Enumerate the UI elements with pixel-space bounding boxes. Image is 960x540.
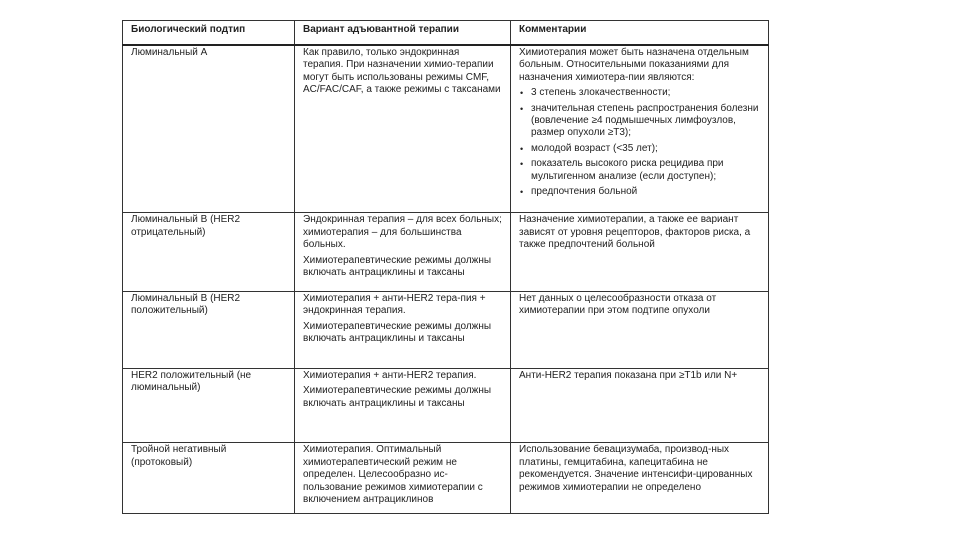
therapy-cell [295, 443, 511, 514]
list-item: • предпочтения больной [520, 186, 638, 198]
subtype-cell: Люминальный В (HER2 отрицательный) [123, 213, 295, 292]
header-subtype: Биологический подтип [123, 21, 295, 46]
subtype-cell: HER2 положительный (не люминальный) [123, 368, 295, 443]
subtype-cell: Люминальный А [123, 45, 295, 213]
table-row [123, 213, 769, 292]
therapy-cell [295, 368, 511, 443]
bullet-icon: • [520, 103, 524, 114]
comment-cell [511, 368, 769, 443]
bullet-icon: • [520, 187, 524, 198]
therapy-cell [295, 213, 511, 292]
therapy-cell [295, 292, 511, 369]
comment-cell [511, 443, 769, 514]
table-row [123, 292, 769, 369]
list-item: • 3 степень злокачественности; [520, 87, 671, 99]
comment-text: Химиотерапия может быть назначена отдельным больным. Относительными показаниями для назначения химиотера-пии являются: [519, 47, 749, 83]
table-header-row [123, 21, 769, 46]
therapy-text: Как правило, только эндокринная терапия. При назначении химио-терапии могут быть использованы режимы CMF, AC/FAC/CAF, а также режимы с таксанами [303, 47, 501, 96]
list-item: • молодой возраст (<35 лет); [520, 142, 658, 154]
comment-text: Анти-HER2 терапия показана при ≥T1b или N+ [519, 369, 738, 381]
subtype-cell: Тройной негативный (протоковый) [123, 443, 295, 514]
list-item: • значительная степень распространения болезни (вовлечение ≥4 подмышечных лимфоузлов, размер опухоли ≥T3); [520, 102, 759, 139]
therapy-text: Химиотерапевтические режимы должны включать антрациклины и таксаны [303, 385, 492, 409]
bullet-icon: • [520, 88, 524, 99]
table-row [123, 443, 769, 514]
header-comments: Комментарии [511, 21, 769, 46]
table-row [123, 368, 769, 443]
therapy-table [122, 20, 769, 514]
therapy-text: Химиотерапия + анти-HER2 терапия. [303, 369, 477, 381]
comment-text: Назначение химиотерапии, а также ее вариант зависят от уровня рецепторов, факторов риска, а также предпочтений больной [519, 214, 751, 251]
comment-bullet-list [519, 87, 760, 198]
comment-cell [511, 292, 769, 369]
therapy-text: Химиотерапевтические режимы должны включать антрациклины и таксаны [303, 254, 492, 279]
comment-cell [511, 213, 769, 292]
subtype-cell: Люминальный В (HER2 положительный) [123, 292, 295, 369]
comment-cell [511, 45, 769, 213]
therapy-text: Эндокринная терапия – для всех больных; химиотерапия – для большинства больных. [303, 214, 502, 251]
table-row [123, 45, 769, 213]
list-item: • показатель высокого риска рецидива при мультигенном анализе (если доступен); [520, 158, 724, 182]
therapy-text: Химиотерапия. Оптимальный химиотерапевтический режим не определен. Целесообразно ис-пользование режимов химиотерапии с включением антрациклинов [303, 444, 483, 505]
comment-text: Использование бевацизумаба, производ-ных платины, гемцитабина, капецитабина не рекомендуется. Значение интенсифи-цированных режимов химиотерапии не определено [519, 444, 753, 493]
bullet-icon: • [520, 143, 524, 154]
bullet-icon: • [520, 159, 524, 170]
therapy-text: Химиотерапия + анти-HER2 тера-пия + эндокринная терапия. [303, 293, 486, 317]
comment-text: Нет данных о целесообразности отказа от химиотерапии при этом подтипе опухоли [519, 293, 717, 317]
therapy-cell [295, 45, 511, 213]
header-therapy: Вариант адъювантной терапии [295, 21, 511, 46]
therapy-text: Химиотерапевтические режимы должны включать антрациклины и таксаны [303, 320, 492, 345]
